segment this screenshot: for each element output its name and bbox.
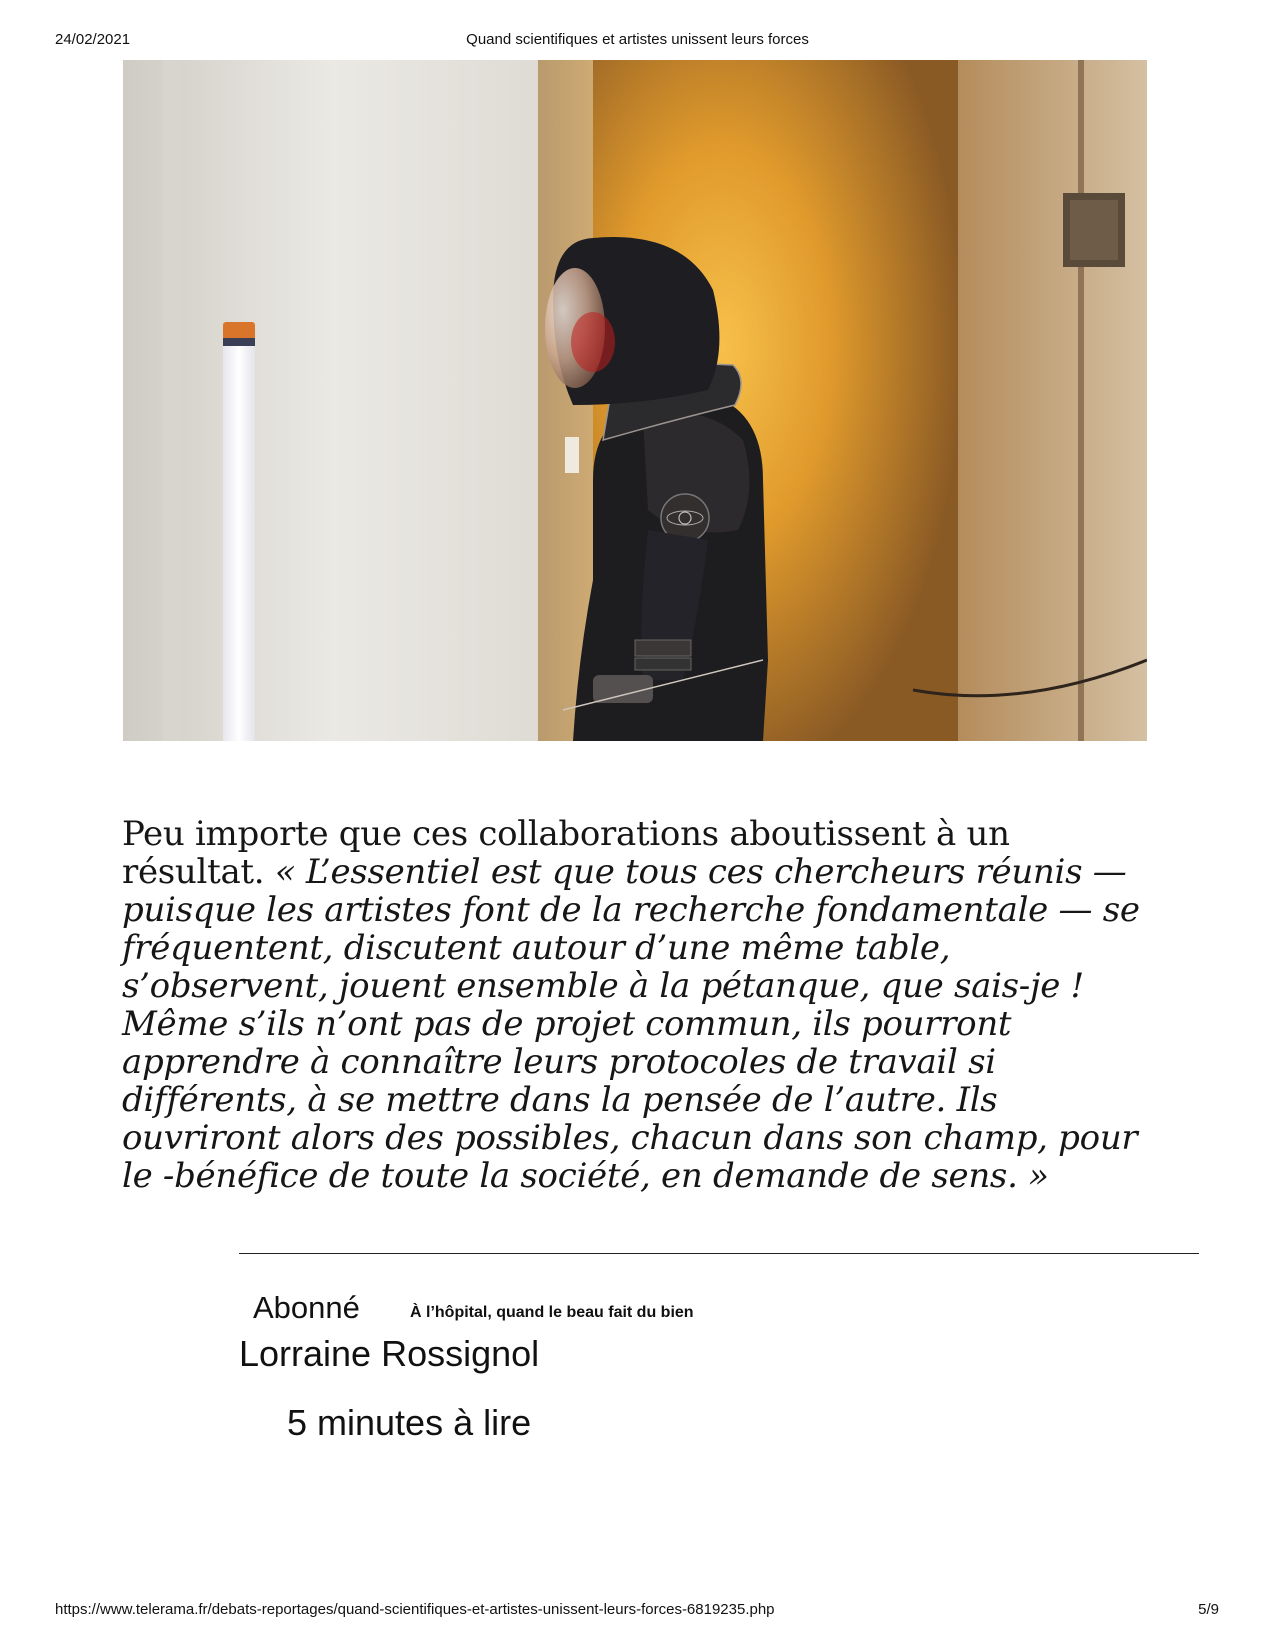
author-name: Lorraine Rossignol [239,1333,540,1374]
divider [239,1253,1199,1254]
read-time: 5 minutes à lire [287,1402,532,1443]
print-page-number: 5/9 [1198,1601,1219,1618]
quote-lead: Peu importe que ces collaborations aboutissent à un résultat. [122,814,1010,892]
article-photo [123,60,1147,741]
pull-quote [122,815,1162,1195]
quote-italic: « L’essentiel est que tous ces chercheurs réunis — puisque les artistes font de la recherche fondamentale — se fréquentent, discutent autour d’une même table, s’observent, jouent ensemble à la pétanque, que sais-je ! Même s’ils n’ont pas de projet commun, ils pourront apprendre à connaître leurs protocoles de travail si différents, à se mettre dans la pensée de l’autre. Ils ouvriront alors des possibles, chacun dans son champ, pour le -bénéfice de toute la société, en demande de sens. » [122,852,1140,1196]
print-date: 24/02/2021 [55,31,131,48]
related-article-link[interactable]: À l’hôpital, quand le beau fait du bien [410,1304,694,1321]
subscriber-badge: Abonné [253,1290,360,1325]
print-url: https://www.telerama.fr/debats-reportages/quand-scientifiques-et-artistes-unissent-leurs-forces-6819235.php [55,1601,775,1618]
print-page-title: Quand scientifiques et artistes unissent leurs forces [466,31,809,48]
